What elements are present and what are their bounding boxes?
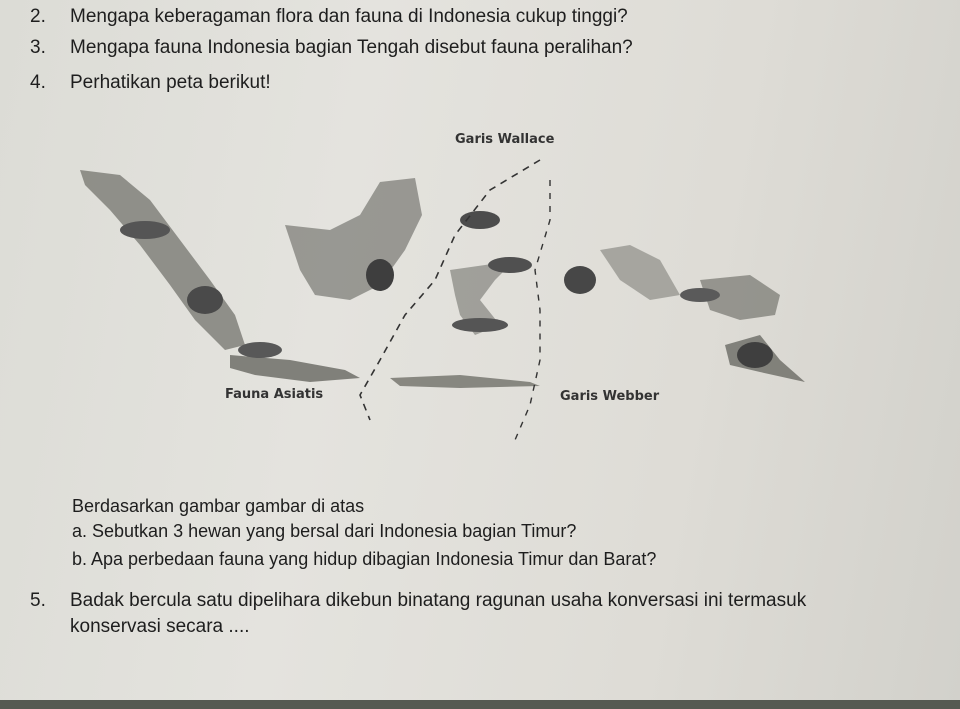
question-text-line1: Badak bercula satu dipelihara dikebun binatang ragunan usaha konversasi ini termasuk	[70, 590, 807, 611]
question-5	[30, 590, 806, 612]
desk-edge	[0, 700, 960, 709]
komodo-silhouette	[452, 318, 508, 332]
cuscus-silhouette	[737, 342, 773, 368]
question-text: Perhatikan peta berikut!	[70, 72, 271, 93]
label-fauna-asiatis: Fauna Asiatis	[225, 387, 324, 402]
bird-of-paradise-silhouette	[680, 288, 720, 302]
rhino-silhouette	[238, 342, 282, 358]
question-3	[30, 37, 633, 59]
question-number: 4.	[30, 72, 46, 93]
question-number: 3.	[30, 37, 46, 58]
orangutan-silhouette	[366, 259, 394, 291]
maluku-islands	[600, 245, 680, 300]
indonesia-fauna-map	[60, 120, 820, 460]
question-number: 2.	[30, 6, 46, 27]
elephant-silhouette	[187, 286, 223, 314]
kalimantan-island	[285, 178, 422, 300]
sumatra-island	[80, 170, 245, 350]
tiger-silhouette	[120, 221, 170, 239]
question-number: 5.	[30, 590, 46, 611]
question-text: Mengapa fauna Indonesia bagian Tengah disebut fauna peralihan?	[70, 37, 633, 58]
q4-part-a: a. Sebutkan 3 hewan yang bersal dari Indonesia bagian Timur?	[72, 521, 577, 541]
label-garis-wallace: Garis Wallace	[455, 132, 555, 147]
babirusa-silhouette	[488, 257, 532, 273]
label-garis-webber: Garis Webber	[560, 389, 660, 404]
question-2	[30, 6, 628, 28]
java-island	[230, 355, 360, 382]
weber-line	[515, 180, 550, 440]
question-4	[30, 72, 271, 94]
question-5-line2: konservasi secara ....	[70, 616, 250, 637]
map-drawing	[60, 120, 820, 460]
q4-intro: Berdasarkan gambar gambar di atas	[72, 496, 365, 516]
question-text: Mengapa keberagaman flora dan fauna di Indonesia cukup tinggi?	[70, 6, 628, 27]
cassowary-silhouette	[564, 266, 596, 294]
q4-part-b: b. Apa perbedaan fauna yang hidup dibagian Indonesia Timur dan Barat?	[72, 549, 657, 569]
nusa-tenggara-islands	[390, 375, 540, 388]
